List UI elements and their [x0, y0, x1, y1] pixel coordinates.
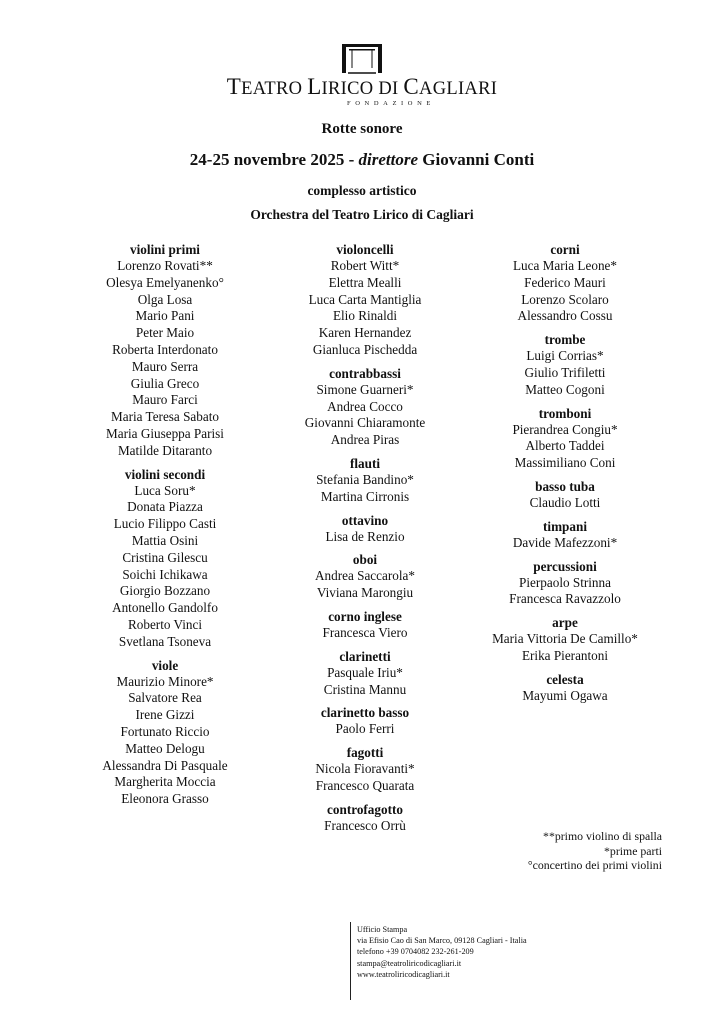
musician-name: Cristina Gilescu [122, 549, 208, 565]
note-concertino: °concertino dei primi violini [527, 858, 662, 872]
instrument-section [70, 467, 260, 651]
musician-name: Alessandra Di Pasquale [102, 757, 228, 773]
instrument-section [265, 802, 465, 835]
musician-name: Viviana Marongiu [316, 585, 414, 601]
section-title: clarinetto basso [320, 705, 410, 721]
musician-name: Simone Guarneri* [316, 381, 414, 397]
instrument-section [265, 456, 465, 506]
musician-name: Davide Mafezzoni* [512, 534, 618, 550]
musician-name: Margherita Moccia [114, 774, 216, 790]
musician-name: Giulio Trifiletti [524, 364, 606, 380]
section-title: tromboni [538, 405, 592, 421]
musician-name: Stefania Bandino* [316, 471, 414, 487]
musician-name: Cristina Mannu [323, 681, 407, 697]
instrument-section [265, 649, 465, 699]
musician-name: Karen Hernandez [318, 325, 412, 341]
musician-name: Olesya Emelyanenko° [106, 274, 224, 290]
musician-name: Andrea Cocco [327, 398, 403, 414]
instrument-section [265, 242, 465, 359]
section-title: arpe [552, 615, 578, 631]
instrument-section [70, 658, 260, 808]
section-title: celesta [546, 671, 584, 687]
stage-arch-icon [338, 44, 386, 74]
instrument-section [265, 366, 465, 449]
musician-name: Mauro Serra [131, 358, 199, 374]
musician-name: Mattia Osini [131, 532, 199, 548]
section-title: corni [550, 242, 580, 257]
contact-divider [350, 922, 351, 1000]
section-title: violini secondi [124, 466, 206, 482]
musician-name: Pierandrea Congiu* [512, 421, 618, 437]
musician-name: Massimiliano Coni [514, 455, 616, 471]
musician-name: Fortunato Riccio [120, 723, 210, 739]
roster-column [470, 242, 660, 712]
instrument-section [265, 609, 465, 642]
contact-website[interactable]: www.teatroliricodicagliari.it [357, 969, 450, 979]
instrument-section [470, 615, 660, 665]
contact-address: via Efisio Cao di San Marco, 09128 Cagliari - Italia [357, 936, 527, 946]
theatre-name: TEATRO LIRICO DI CAGLIARI [226, 74, 498, 99]
contact-email[interactable]: stampa@teatroliricodicagliari.it [357, 958, 462, 968]
instrument-section [265, 745, 465, 795]
contact-office: Ufficio Stampa [357, 925, 408, 934]
musician-name: Peter Maio [135, 325, 195, 341]
musician-name: Luca Soru* [134, 482, 196, 498]
note-leader: **primo violino di spalla [543, 829, 662, 843]
musician-name: Pierpaolo Strinna [519, 574, 611, 590]
musician-name: Antonello Gandolfo [112, 600, 218, 616]
section-title: ottavino [341, 512, 389, 528]
section-title: viole [151, 657, 179, 673]
theatre-subtitle: FONDAZIONE [347, 100, 435, 107]
musician-name: Maurizio Minore* [116, 673, 214, 689]
section-title: violoncelli [336, 242, 394, 257]
musician-name: Lucio Filippo Casti [113, 516, 217, 532]
ensemble-label: complesso artistico [307, 183, 417, 198]
musician-name: Francesca Viero [322, 624, 408, 640]
section-title: basso tuba [535, 478, 595, 494]
instrument-section [470, 332, 660, 398]
instrument-section [470, 559, 660, 609]
musician-name: Erika Pierantoni [521, 647, 609, 663]
section-title: controfagotto [327, 801, 403, 817]
musician-name: Alessandro Cossu [517, 308, 613, 324]
theatre-logo [0, 44, 724, 108]
section-title: clarinetti [339, 648, 391, 664]
musician-name: Federico Mauri [524, 274, 606, 290]
musician-name: Irene Gizzi [135, 707, 195, 723]
musician-name: Maria Giuseppa Parisi [106, 425, 224, 441]
musician-name: Maria Vittoria De Camillo* [492, 631, 638, 647]
instrument-section [470, 242, 660, 325]
musician-name: Elio Rinaldi [332, 308, 398, 324]
section-title: trombe [544, 332, 586, 348]
musician-name: Soichi Ichikawa [122, 566, 208, 582]
musician-name: Andrea Piras [330, 432, 400, 448]
instrument-section [470, 519, 660, 552]
musician-name: Matilde Ditaranto [117, 442, 213, 458]
conductor-role: direttore [358, 150, 419, 169]
orchestra-name: Orchestra del Teatro Lirico di Cagliari [250, 207, 474, 222]
musician-name: Luca Carta Mantiglia [308, 291, 422, 307]
section-title: contrabbassi [329, 365, 401, 381]
concert-date: 24-25 novembre 2025 - [189, 150, 355, 169]
musician-name: Claudio Lotti [529, 494, 601, 510]
musician-name: Martina Cirronis [320, 488, 410, 504]
musician-name: Mayumi Ogawa [522, 687, 608, 703]
section-title: oboi [352, 552, 378, 568]
musician-name: Giulia Greco [130, 375, 200, 391]
musician-name: Lorenzo Rovati** [117, 258, 213, 273]
musician-name: Matteo Delogu [125, 740, 205, 756]
musician-name: Matteo Cogoni [525, 381, 605, 397]
instrument-section [265, 513, 465, 546]
contact-phone: telefono +39 0704082 232-261-209 [357, 947, 474, 957]
musician-name: Olga Losa [137, 291, 193, 307]
musician-name: Francesco Orrù [324, 817, 406, 833]
musician-name: Alberto Taddei [525, 438, 605, 454]
section-title: violini primi [130, 242, 200, 257]
roster-column [265, 242, 465, 842]
musician-name: Luca Maria Leone* [513, 258, 617, 273]
section-title: corno inglese [328, 608, 402, 624]
musician-name: Mauro Farci [132, 392, 198, 408]
concert-title: Rotte sonore [321, 121, 403, 137]
musician-name: Pasquale Iriu* [327, 664, 403, 680]
musician-name: Mario Pani [135, 308, 195, 324]
section-title: percussioni [533, 558, 597, 574]
instrument-section [70, 242, 260, 460]
instrument-section [265, 552, 465, 602]
instrument-section [470, 406, 660, 472]
note-principal: *prime parti [604, 843, 662, 858]
musician-name: Robert Witt* [330, 258, 400, 273]
musician-name: Donata Piazza [127, 499, 203, 515]
musician-name: Salvatore Rea [128, 690, 202, 706]
musician-name: Nicola Fioravanti* [315, 761, 415, 777]
musician-name: Giovanni Chiaramonte [304, 415, 426, 431]
musician-name: Svetlana Tsoneva [118, 633, 212, 649]
section-title: fagotti [346, 745, 384, 761]
musician-name: Roberto Vinci [127, 616, 203, 632]
musician-name: Elettra Mealli [328, 274, 402, 290]
musician-name: Gianluca Pischedda [312, 341, 418, 357]
musician-name: Giorgio Bozzano [119, 583, 211, 599]
instrument-section [265, 705, 465, 738]
legend-notes [528, 829, 662, 873]
concert-date-line [0, 150, 724, 170]
musician-name: Maria Teresa Sabato [111, 409, 219, 425]
section-title: flauti [349, 455, 381, 471]
musician-name: Lisa de Renzio [325, 528, 405, 544]
conductor-name: Giovanni Conti [422, 150, 535, 169]
musician-name: Eleonora Grasso [121, 791, 209, 807]
press-office-contact [357, 924, 527, 980]
musician-name: Lorenzo Scolaro [521, 291, 609, 307]
musician-name: Francesca Ravazzolo [509, 591, 621, 607]
instrument-section [470, 672, 660, 705]
musician-name: Roberta Interdonato [112, 341, 218, 357]
instrument-section [470, 479, 660, 512]
musician-name: Francesco Quarata [315, 777, 415, 793]
roster-column [70, 242, 260, 815]
musician-name: Paolo Ferri [335, 721, 395, 737]
musician-name: Luigi Corrias* [526, 348, 604, 364]
section-title: timpani [543, 518, 587, 534]
musician-name: Andrea Saccarola* [315, 568, 415, 584]
